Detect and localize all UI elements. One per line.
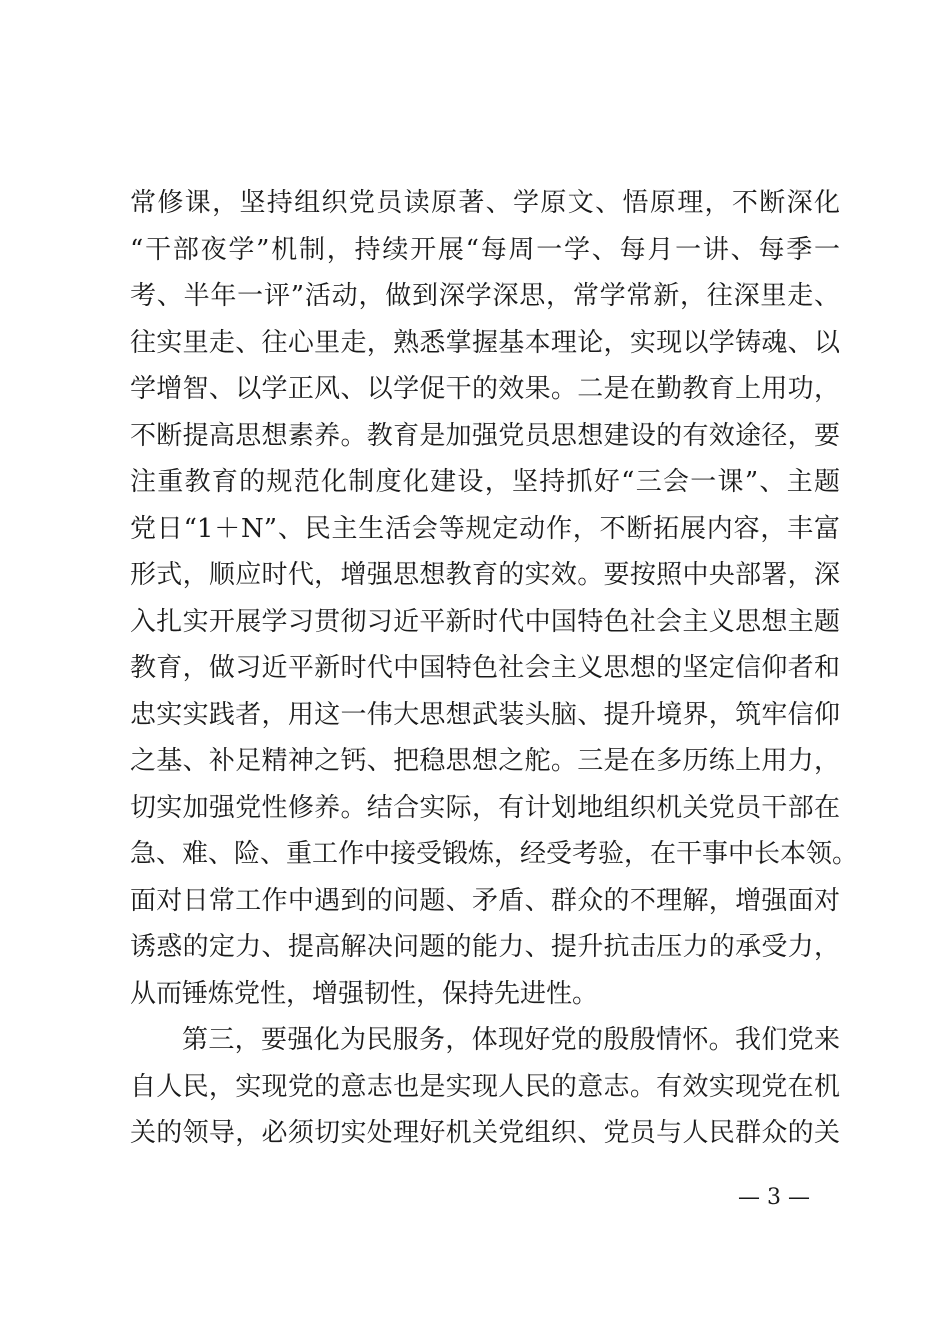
text-line: 之基、补足精神之钙、把稳思想之舵。三是在多历练上用力， xyxy=(130,746,840,776)
text-line: 诱惑的定力、提高解决问题的能力、提升抗击压力的承受力， xyxy=(130,932,840,962)
text-line: 面对日常工作中遇到的问题、矛盾、群众的不理解，增强面对 xyxy=(130,885,840,916)
page-number: — 3 — xyxy=(738,1185,810,1210)
text-line: 注重教育的规范化制度化建设，坚持抓好“三会一课”、主题 xyxy=(130,467,840,497)
text-line: 常修课，坚持组织党员读原著、学原文、悟原理，不断深化 xyxy=(130,188,840,218)
body-text xyxy=(130,180,859,1157)
text-line: 考、半年一评”活动，做到深学深思，常学常新，往深里走、 xyxy=(130,281,840,311)
text-line: 教育，做习近平新时代中国特色社会主义思想的坚定信仰者和 xyxy=(130,653,840,683)
text-line: 第三，要强化为民服务，体现好党的殷殷情怀。我们党来 xyxy=(182,1025,840,1055)
text-line: 党日“1＋N”、民主生活会等规定动作，不断拓展内容，丰富 xyxy=(130,513,840,544)
text-line: 不断提高思想素养。教育是加强党员思想建设的有效途径，要 xyxy=(130,420,840,451)
text-line: 入扎实开展学习贯彻习近平新时代中国特色社会主义思想主题 xyxy=(130,606,840,637)
text-line: 自人民，实现党的意志也是实现人民的意志。有效实现党在机 xyxy=(130,1071,840,1102)
text-line: 急、难、险、重工作中接受锻炼，经受考验，在干事中长本领。 xyxy=(130,839,859,869)
text-line: 切实加强党性修养。结合实际，有计划地组织机关党员干部在 xyxy=(130,792,840,823)
text-line: 从而锤炼党性，增强韧性，保持先进性。 xyxy=(130,978,599,1009)
text-line: 学增智、以学正风、以学促干的效果。二是在勤教育上用功， xyxy=(130,374,840,404)
text-line: 忠实实践者，用这一伟大思想武装头脑、提升境界，筑牢信仰 xyxy=(130,699,840,730)
text-line: 往实里走、往心里走，熟悉掌握基本理论，实现以学铸魂、以 xyxy=(130,327,840,358)
text-line: 形式，顺应时代，增强思想教育的实效。要按照中央部署，深 xyxy=(130,560,840,590)
text-line: 关的领导，必须切实处理好机关党组织、党员与人民群众的关 xyxy=(130,1118,840,1148)
text-line: “干部夜学”机制，持续开展“每周一学、每月一讲、每季一 xyxy=(130,234,840,265)
